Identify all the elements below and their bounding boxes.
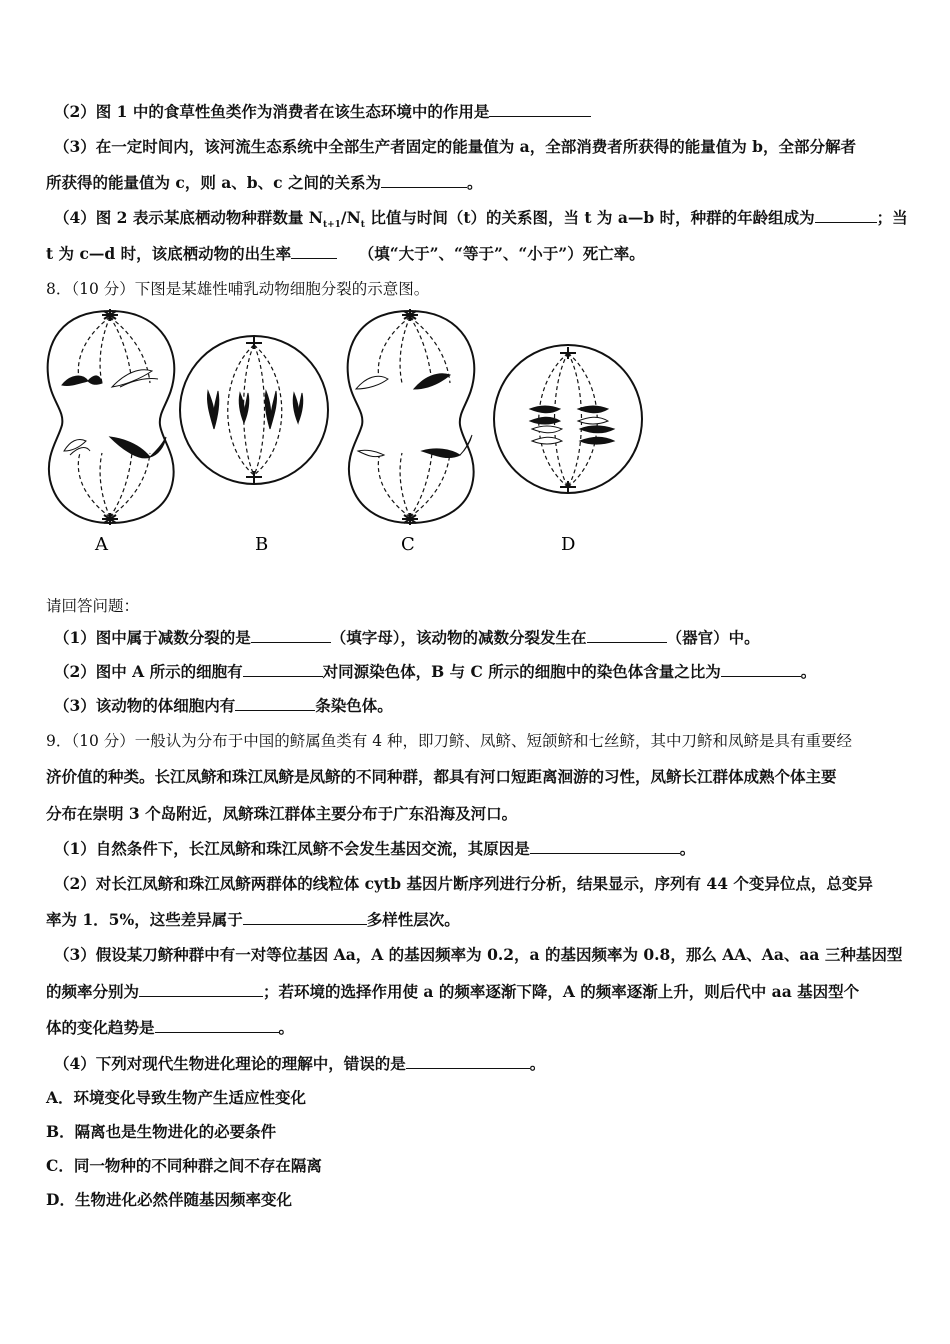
label-a: A [95, 534, 108, 555]
q8-part3: （3）该动物的体细胞内有 条染色体。 [54, 696, 393, 715]
q7-part4-line2: t 为 c—d 时，该底栖动物的出生率 （填“大于”、“等于”、“小于”）死亡率。 [46, 244, 645, 263]
answer-blank[interactable] [530, 839, 680, 854]
q9-heading-line3: 分布在崇明 3 个岛附近，凤鲚珠江群体主要分布于广东沿海及河口。 [46, 804, 518, 823]
q7-part3-line2: 所获得的能量值为 c，则 a、b、c 之间的关系为 。 [46, 173, 483, 192]
q7-part3-line1: （3）在一定时间内，该河流生态系统中全部生产者固定的能量值为 a，全部消费者所获得的能量值为 b，全部分解者 [54, 137, 856, 156]
q7-part4-line1: （4）图 2 表示某底栖动物种群数量 $N_{t+1}/N_t$ 比值与时间（t）的关系图，当 t 为 a—b 时，种群的年龄组成为 ；当 [54, 208, 908, 231]
answer-blank[interactable] [155, 1018, 279, 1033]
q9-heading-line2: 济价值的种类。长江凤鲚和珠江凤鲚是凤鲚的不同种群，都具有河口短距离洄游的习性，凤鲚长江群体成熟个体主要 [46, 767, 837, 786]
cell-division-diagram [40, 305, 650, 560]
q8-part1: （1）图中属于减数分裂的是 （填字母），该动物的减数分裂发生在 （器官）中。 [54, 628, 760, 647]
label-b: B [255, 534, 269, 555]
answer-blank[interactable] [721, 662, 801, 677]
q9-part3-line2: 的频率分别为 ；若环境的选择作用使 a 的频率逐渐下降，A 的频率逐渐上升，则后代中 aa 基因型个 [46, 982, 860, 1001]
q9-part2-line1: （2）对长江凤鲚和珠江凤鲚两群体的线粒体 cytb 基因片断序列进行分析，结果显示，序列有 44 个变异位点，总变异 [54, 874, 873, 893]
answer-blank[interactable] [381, 173, 467, 188]
q9-part3-line1: （3）假设某刀鲚种群中有一对等位基因 Aa，A 的基因频率为 0.2，a 的基因频率为 0.8，那么 AA、Aa、aa 三种基因型 [54, 945, 903, 964]
answer-blank[interactable] [139, 982, 263, 997]
option-b[interactable]: B．隔离也是生物进化的必要条件 [46, 1122, 277, 1141]
cell-c-membrane [348, 311, 475, 523]
q9-part3-line3: 体的变化趋势是 。 [46, 1018, 295, 1037]
q8-part2: （2）图中 A 所示的细胞有 对同源染色体，B 与 C 所示的细胞中的染色体含量之比为 。 [54, 662, 817, 681]
q9-heading-line1: 9．（10 分）一般认为分布于中国的鲚属鱼类有 4 种，即刀鲚、凤鲚、短颌鲚和七丝鲚，其中刀鲚和凤鲚是具有重要经 [46, 732, 852, 750]
answer-blank[interactable] [489, 102, 591, 117]
q9-part2-line2: 率为 1．5%，这些差异属于 多样性层次。 [46, 910, 460, 929]
option-d[interactable]: D．生物进化必然伴随基因频率变化 [46, 1190, 292, 1209]
answer-blank[interactable] [406, 1054, 530, 1069]
q9-part1: （1）自然条件下，长江凤鲚和珠江凤鲚不会发生基因交流，其原因是 。 [54, 839, 696, 858]
cell-d-membrane [494, 345, 642, 493]
answer-blank[interactable] [243, 662, 323, 677]
q9-part4: （4）下列对现代生物进化理论的理解中，错误的是 。 [54, 1054, 546, 1073]
option-a[interactable]: A．环境变化导致生物产生适应性变化 [46, 1088, 307, 1107]
cell-b-membrane [180, 336, 328, 484]
answer-blank[interactable] [243, 910, 367, 925]
option-c[interactable]: C．同一物种的不同种群之间不存在隔离 [46, 1156, 322, 1175]
cell-division-figure [40, 305, 650, 560]
answer-blank[interactable] [815, 208, 877, 223]
q8-heading: 8．（10 分）下图是某雄性哺乳动物细胞分裂的示意图。 [46, 280, 430, 298]
cell-a-membrane [48, 311, 175, 523]
answer-blank[interactable] [291, 244, 337, 259]
answer-blank[interactable] [587, 628, 667, 643]
label-d: D [561, 534, 576, 555]
q7-part2: （2）图 1 中的食草性鱼类作为消费者在该生态环境中的作用是 [54, 101, 591, 123]
answer-blank[interactable] [235, 696, 315, 711]
label-c: C [401, 534, 415, 555]
answer-blank[interactable] [251, 628, 331, 643]
q8-prompt: 请回答问题： [46, 597, 140, 615]
